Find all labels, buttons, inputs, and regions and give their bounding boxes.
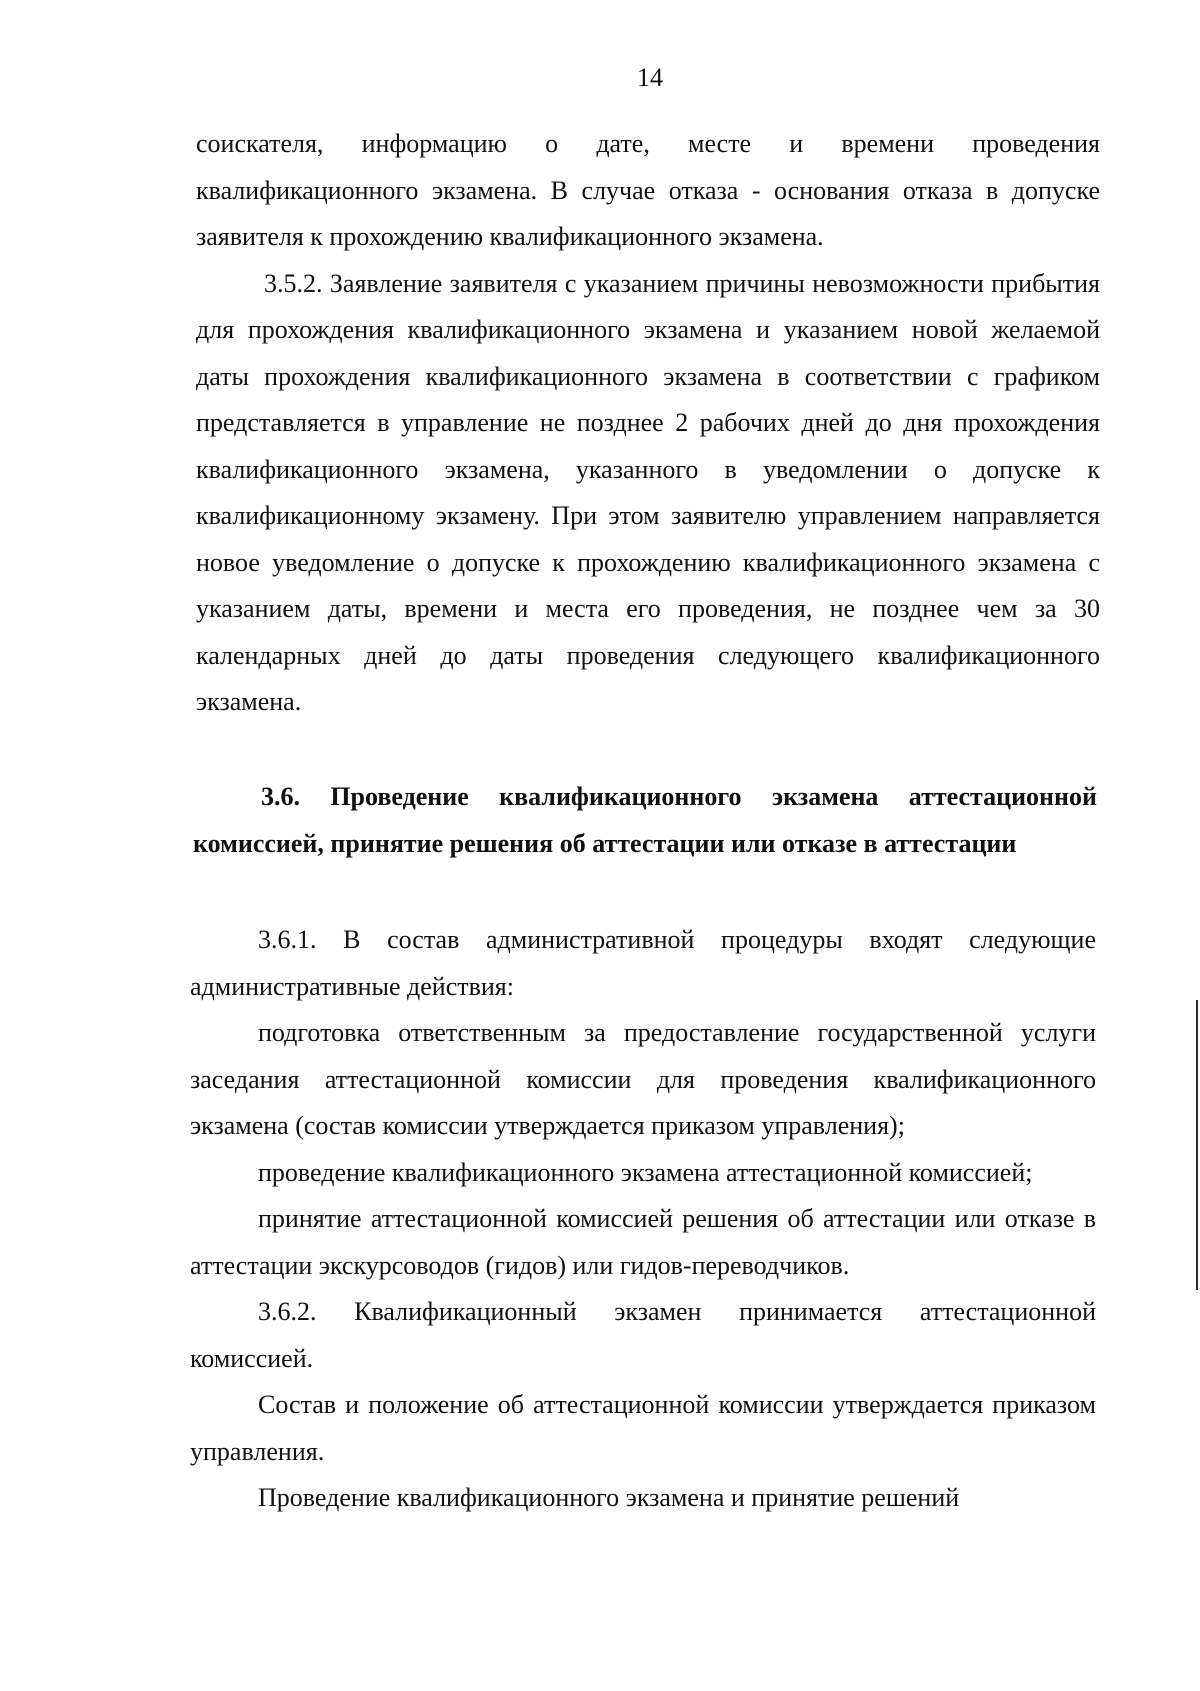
paragraph-composition: Состав и положение об аттестационной комиссии утверждается приказом управления. — [190, 1390, 1096, 1466]
page-number: 14 — [637, 63, 663, 92]
scan-edge-line — [1196, 1000, 1198, 1290]
list-item-action-3: принятие аттестационной комиссией решения об аттестации или отказе в аттестации экскурсоводов (гидов) или гидов-переводчиков. — [190, 1204, 1096, 1280]
section-3-5-text — [196, 121, 1100, 726]
paragraph-conduct: Проведение квалификационного экзамена и принятие решений — [258, 1483, 960, 1512]
paragraph-3-5-2: 3.5.2. Заявление заявителя с указанием причины невозможности прибытия для прохождения квалификационного экзамена и указанием новой желаемой даты прохождения квалификационного экзамена в соответствии с графиком представляется в управление не позднее 2 рабочих дней до дня прохождения квалификационного экзамена, указанного в уведомлении о допуске к квалификационному экзамену. При этом заявителю управлением направляется новое уведомление о допуске к прохождению квалификационного экзамена с указанием даты, времени и места его проведения, не позднее чем за 30 календарных дней до даты проведения следующего квалификационного экзамена. — [196, 268, 1100, 716]
paragraph-3-6-2: 3.6.2. Квалификационный экзамен принимается аттестационной комиссией. — [190, 1297, 1096, 1373]
paragraph-3-6-1: 3.6.1. В состав административной процедуры входят следующие административные действия: — [190, 925, 1096, 1001]
section-heading-3-6: 3.6. Проведение квалификационного экзамена аттестационной комиссией, принятие решения об аттестации или отказе в аттестации — [193, 782, 1097, 858]
paragraph-continuation: соискателя, информацию о дате, месте и времени проведения квалификационного экзамена. В случае отказа - основания отказа в допуске заявителя к прохождению квалификационного экзамена. — [196, 129, 1100, 251]
list-item-action-1: подготовка ответственным за предоставление государственной услуги заседания аттестационной комиссии для проведения квалификационного экзамена (состав комиссии утверждается приказом управления); — [190, 1018, 1096, 1140]
list-item-action-2: проведение квалификационного экзамена аттестационной комиссией; — [258, 1157, 1033, 1187]
section-3-6-text — [190, 917, 1096, 1522]
